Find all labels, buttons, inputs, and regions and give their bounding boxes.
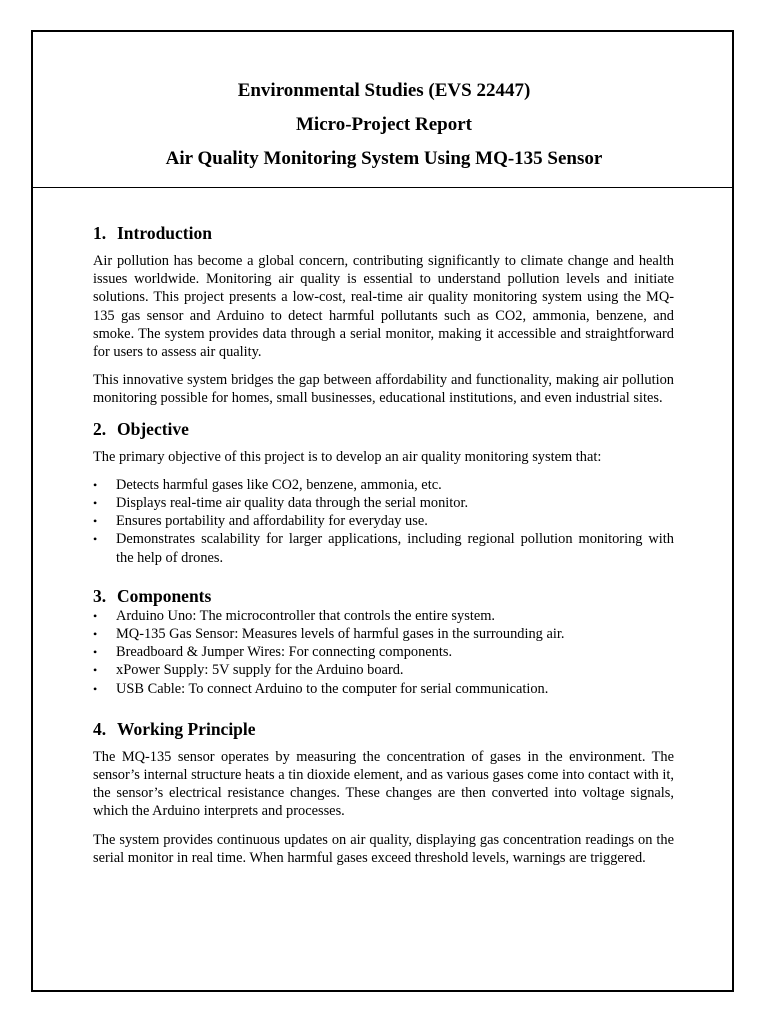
paragraph: The system provides continuous updates on air quality, displaying gas concentration readings on the serial monitor in real time. When harmful gases exceed threshold levels, warnings are triggered.: [93, 831, 674, 866]
section-components: [93, 585, 674, 698]
components-list: [93, 607, 674, 698]
objective-list: [93, 476, 674, 567]
list-item: • Arduino Uno: The microcontroller that controls the entire system.: [93, 607, 674, 625]
section-heading: 2. Objective: [93, 418, 189, 439]
header-divider: [33, 187, 733, 188]
list-item: • Displays real-time air quality data through the serial monitor.: [93, 494, 674, 512]
section-heading: 3. Components: [93, 585, 212, 606]
paragraph: This innovative system bridges the gap between affordability and functionality, making air pollution monitoring possible for homes, small businesses, educational institutions, and even industrial sites.: [93, 372, 674, 407]
list-item: • MQ-135 Gas Sensor: Measures levels of harmful gases in the surrounding air.: [93, 625, 674, 643]
section-working-principle: [93, 718, 674, 867]
section-heading: 4. Working Principle: [93, 718, 256, 739]
paragraph: Air pollution has become a global concern, contributing significantly to climate change and health issues worldwide. Monitoring air quality is essential to understand pollution levels and initiate solutions. This project presents a low-cost, real-time air quality monitoring system using the MQ-135 gas sensor and Arduino to detect harmful pollutants such as CO2, ammonia, benzene, and smoke. The system provides data through a serial monitor, making it accessible and straightforward for users to assess air quality.: [93, 253, 674, 361]
paragraph: The primary objective of this project is to develop an air quality monitoring system that:: [93, 448, 602, 465]
document-header: [33, 80, 735, 182]
section-heading: 1. Introduction: [93, 223, 212, 243]
paragraph: The MQ-135 sensor operates by measuring the concentration of gases in the environment. The sensor’s internal structure heats a tin dioxide element, and as various gases come into contact with it, the sensor’s electrical resistance changes. These changes are then converted into voltage signals, which the Arduino interprets and processes.: [93, 748, 674, 820]
document-body: [93, 222, 674, 877]
section-introduction: [93, 222, 674, 408]
list-item: • Detects harmful gases like CO2, benzene, ammonia, etc.: [93, 476, 674, 494]
list-item: • Demonstrates scalability for larger applications, including regional pollution monitoring with the help of drones.: [93, 530, 674, 566]
report-title: Air Quality Monitoring System Using MQ-135 Sensor: [165, 148, 603, 169]
list-item: • USB Cable: To connect Arduino to the computer for serial communication.: [93, 680, 674, 698]
section-objective: [93, 418, 674, 567]
list-item: • xPower Supply: 5V supply for the Arduino board.: [93, 661, 674, 679]
list-item: • Ensures portability and affordability for everyday use.: [93, 512, 674, 530]
report-type: Micro-Project Report: [295, 114, 472, 135]
list-item: • Breadboard & Jumper Wires: For connecting components.: [93, 643, 674, 661]
course-title: Environmental Studies (EVS 22447): [237, 80, 531, 101]
